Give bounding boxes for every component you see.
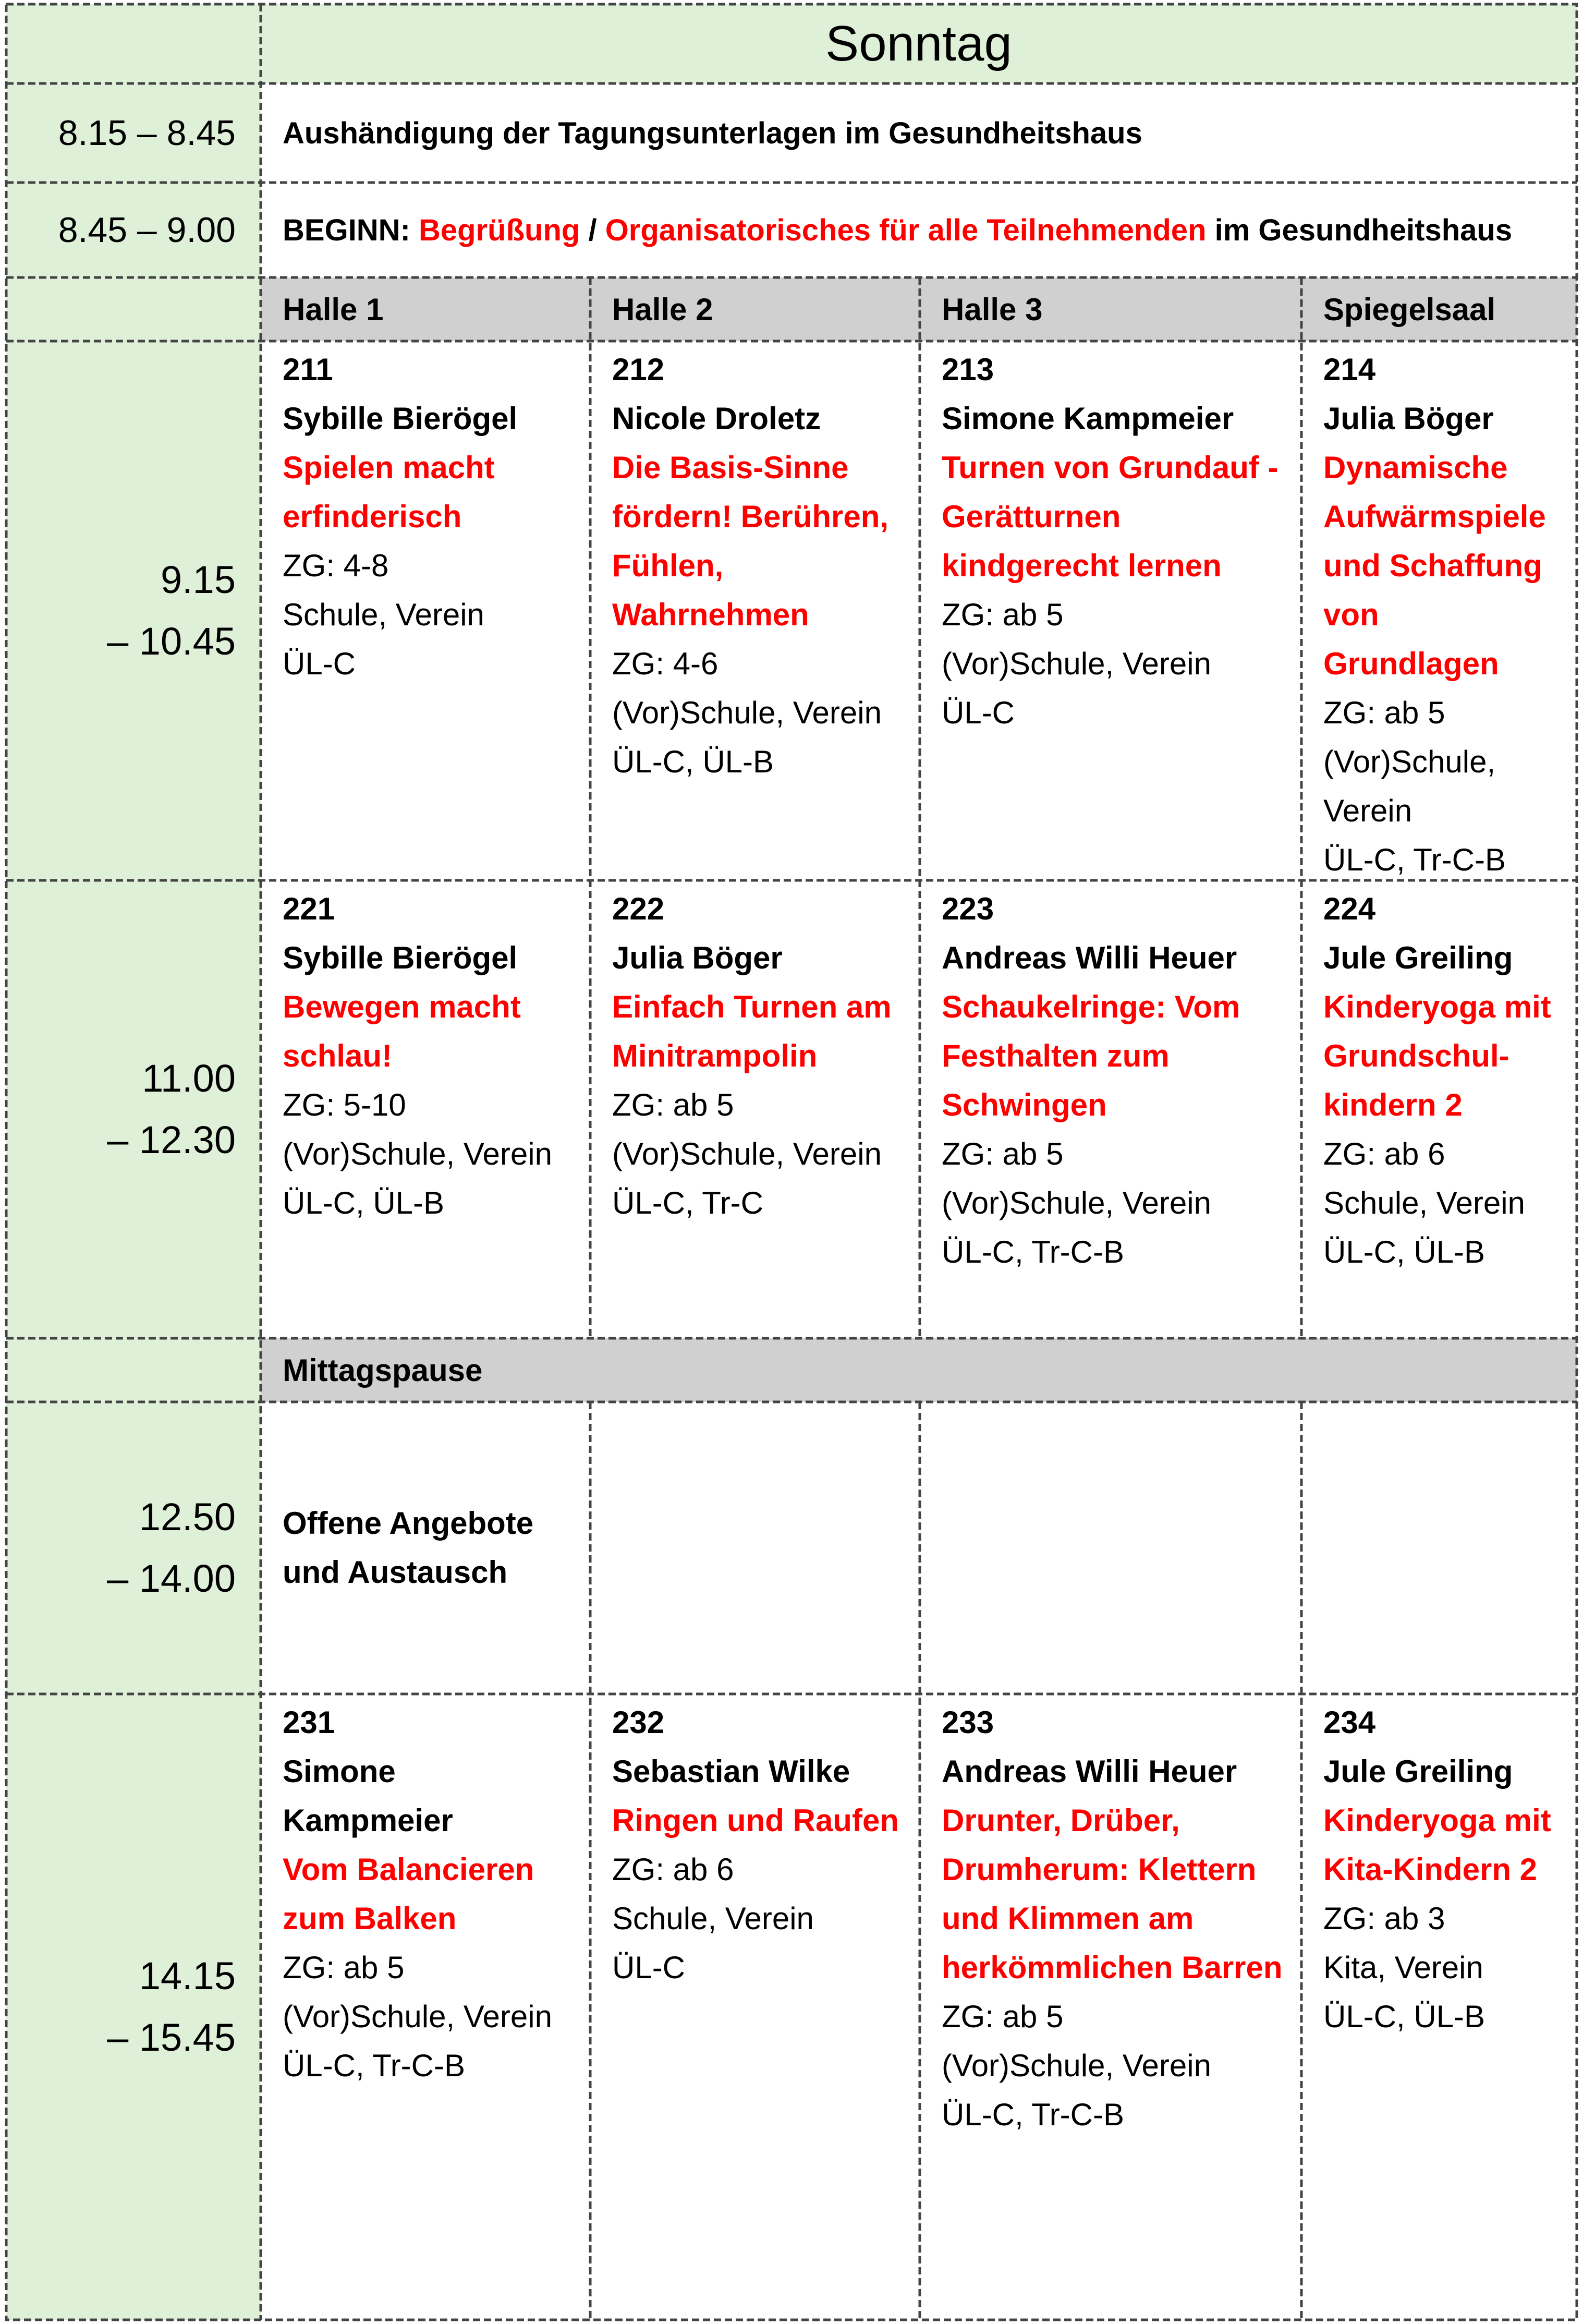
session-cell: [1301, 341, 1577, 880]
hall-header-3: Halle 3: [920, 277, 1301, 341]
session-title: Minitrampolin: [612, 1038, 818, 1073]
session-info: (Vor)Schule, Verein: [942, 1185, 1211, 1220]
session-number: 213: [942, 352, 994, 387]
slot-start: 14.15: [139, 1954, 236, 1998]
session-cell: [920, 880, 1301, 1338]
session-info: (Vor)Schule, Verein: [942, 2048, 1211, 2083]
session-title: Grundschul-: [1323, 1038, 1509, 1073]
session-info: ÜL-C: [612, 1950, 686, 1985]
session-instructor: Julia Böger: [612, 940, 783, 975]
session-instructor: Sybille Bierögel: [283, 940, 518, 975]
session-info: ZG: 4-8: [283, 548, 389, 583]
welcome-suffix: im Gesundheitshaus: [1214, 213, 1513, 247]
session-info: ÜL-C, Tr-C-B: [942, 2097, 1124, 2132]
session-number: 223: [942, 891, 994, 926]
session-info: (Vor)Schule, Verein: [612, 1136, 882, 1171]
open-offer-cell: [261, 1402, 590, 1694]
session-info: ÜL-C: [942, 695, 1015, 730]
session-number: 234: [1323, 1705, 1376, 1740]
session-cell: [261, 341, 590, 880]
welcome-prefix: BEGINN:: [283, 213, 410, 247]
session-number: 214: [1323, 352, 1376, 387]
session-number: 232: [612, 1705, 665, 1740]
slot-start: 11.00: [142, 1057, 236, 1100]
session-title: Gerätturnen: [942, 499, 1121, 534]
session-info: ÜL-C, ÜL-B: [612, 744, 774, 779]
session-info: ZG: ab 6: [1323, 1136, 1445, 1171]
session-info: (Vor)Schule, Verein: [612, 695, 882, 730]
session-title: Turnen von Grundauf -: [942, 450, 1278, 485]
session-title: Bewegen macht: [283, 989, 521, 1024]
session-info: (Vor)Schule, Verein: [942, 646, 1211, 681]
session-number: 211: [283, 352, 333, 387]
slot-end: – 14.00: [107, 1557, 236, 1600]
session-title: Drumherum: Klettern: [942, 1852, 1257, 1887]
session-number: 221: [283, 891, 335, 926]
session-instructor: Julia Böger: [1323, 401, 1494, 436]
session-title: erfinderisch: [283, 499, 462, 534]
time-slot-14-15: [6, 1694, 261, 2320]
session-title: Drunter, Drüber,: [942, 1803, 1180, 1838]
session-cell: [1301, 880, 1577, 1338]
empty-cell: [590, 1402, 920, 1694]
lunch-break: Mittagspause: [261, 1338, 1577, 1402]
session-info: (Vor)Schule, Verein: [283, 1999, 552, 2034]
session-info: (Vor)Schule,: [1323, 744, 1496, 779]
session-info: Schule, Verein: [283, 597, 484, 632]
session-cell: [1301, 1694, 1577, 2320]
slot-start: 9.15: [160, 558, 236, 601]
session-title: Kita-Kindern 2: [1323, 1852, 1538, 1887]
session-info: Kita, Verein: [1323, 1950, 1483, 1985]
session-info: ZG: ab 5: [283, 1950, 405, 1985]
session-title: Schwingen: [942, 1087, 1107, 1122]
session-cell: [920, 1694, 1301, 2320]
session-instructor: Sebastian Wilke: [612, 1754, 850, 1789]
session-title: Schaukelringe: Vom: [942, 989, 1240, 1024]
session-title: von: [1323, 597, 1379, 632]
session-title: Spielen macht: [283, 450, 495, 485]
session-number: 231: [283, 1705, 335, 1740]
day-title: Sonntag: [261, 4, 1577, 83]
session-title: kindern 2: [1323, 1087, 1463, 1122]
slot-end: – 15.45: [107, 2016, 236, 2059]
empty-cell: [920, 1402, 1301, 1694]
session-title: Ringen und Raufen: [612, 1803, 899, 1838]
time-slot-11-00: [6, 880, 261, 1338]
session-cell: [590, 341, 920, 880]
session-info: ZG: ab 5: [942, 597, 1064, 632]
session-title: herkömmlichen Barren: [942, 1950, 1283, 1985]
session-info: ÜL-C, Tr-C-B: [1323, 842, 1506, 877]
session-instructor: Kampmeier: [283, 1803, 453, 1838]
session-title: und Schaffung: [1323, 548, 1542, 583]
hall-header-time-cell: [6, 277, 261, 341]
session-instructor: Nicole Droletz: [612, 401, 821, 436]
session-info: ZG: 5-10: [283, 1087, 406, 1122]
session-title: Dynamische: [1323, 450, 1508, 485]
handout-text: Aushändigung der Tagungsunterlagen im Gesundheitshaus: [283, 116, 1142, 150]
slot-end: – 10.45: [107, 620, 236, 663]
session-info: ZG: ab 3: [1323, 1901, 1445, 1936]
welcome-greeting: Begrüßung: [419, 213, 580, 247]
session-info: (Vor)Schule, Verein: [283, 1136, 552, 1171]
session-info: ZG: ab 6: [612, 1852, 734, 1887]
time-8-15: 8.15 – 8.45: [6, 83, 261, 183]
session-title: Die Basis-Sinne: [612, 450, 849, 485]
time-slot-9-15: [6, 341, 261, 880]
open-offer-line2: und Austausch: [283, 1555, 508, 1590]
lunch-time-cell: [6, 1338, 261, 1402]
session-number: 233: [942, 1705, 994, 1740]
session-info: ÜL-C, Tr-C-B: [283, 2048, 465, 2083]
welcome-organisation: Organisatorisches für alle Teilnehmenden: [605, 213, 1207, 247]
session-cell: [261, 1694, 590, 2320]
session-number: 224: [1323, 891, 1376, 926]
session-instructor: Sybille Bierögel: [283, 401, 518, 436]
slot-end: – 12.30: [107, 1118, 236, 1161]
session-title: Festhalten zum: [942, 1038, 1170, 1073]
session-title: Einfach Turnen am: [612, 989, 892, 1024]
session-info: ÜL-C: [283, 646, 356, 681]
session-title: schlau!: [283, 1038, 393, 1073]
session-info: ZG: 4-6: [612, 646, 719, 681]
session-instructor: Simone: [283, 1754, 396, 1789]
welcome-row: [261, 183, 1577, 277]
session-number: 222: [612, 891, 665, 926]
session-info: Schule, Verein: [1323, 1185, 1525, 1220]
session-info: ÜL-C, ÜL-B: [1323, 1999, 1485, 2034]
session-info: ZG: ab 5: [942, 1999, 1064, 2034]
session-info: ÜL-C, Tr-C: [612, 1185, 763, 1220]
session-title: Aufwärmspiele: [1323, 499, 1546, 534]
session-title: und Klimmen am: [942, 1901, 1194, 1936]
session-cell: [920, 341, 1301, 880]
session-title: fördern! Berühren,: [612, 499, 889, 534]
session-info: ÜL-C, ÜL-B: [1323, 1234, 1485, 1269]
session-number: 212: [612, 352, 665, 387]
session-title: Fühlen,: [612, 548, 724, 583]
session-cell: [590, 880, 920, 1338]
session-title: Grundlagen: [1323, 646, 1499, 681]
hall-header-spiegelsaal: Spiegelsaal: [1301, 277, 1577, 341]
session-cell: [590, 1694, 920, 2320]
session-instructor: Jule Greiling: [1323, 1754, 1513, 1789]
session-title: Vom Balancieren: [283, 1852, 534, 1887]
session-title: kindgerecht lernen: [942, 548, 1222, 583]
session-info: Schule, Verein: [612, 1901, 814, 1936]
session-title: zum Balken: [283, 1901, 457, 1936]
session-info: ZG: ab 5: [1323, 695, 1445, 730]
session-title: Kinderyoga mit: [1323, 989, 1551, 1024]
session-cell: [261, 880, 590, 1338]
session-info: ZG: ab 5: [612, 1087, 734, 1122]
session-instructor: Andreas Willi Heuer: [942, 1754, 1237, 1789]
session-title: Wahrnehmen: [612, 597, 809, 632]
session-instructor: Jule Greiling: [1323, 940, 1513, 975]
session-title: Kinderyoga mit: [1323, 1803, 1551, 1838]
open-offer-line1: Offene Angebote: [283, 1506, 534, 1541]
session-info: ÜL-C, Tr-C-B: [942, 1234, 1124, 1269]
empty-cell: [1301, 1402, 1577, 1694]
hall-header-2: Halle 2: [590, 277, 920, 341]
session-info: ZG: ab 5: [942, 1136, 1064, 1171]
session-instructor: Simone Kampmeier: [942, 401, 1234, 436]
session-info: ÜL-C, ÜL-B: [283, 1185, 445, 1220]
slot-start: 12.50: [139, 1495, 236, 1539]
time-column-header-cell: [6, 4, 261, 83]
session-instructor: Andreas Willi Heuer: [942, 940, 1237, 975]
session-info: Verein: [1323, 793, 1412, 828]
time-8-45: 8.45 – 9.00: [6, 183, 261, 277]
time-slot-12-50: [6, 1402, 261, 1694]
hall-header-1: Halle 1: [261, 277, 590, 341]
welcome-separator: /: [588, 213, 597, 247]
